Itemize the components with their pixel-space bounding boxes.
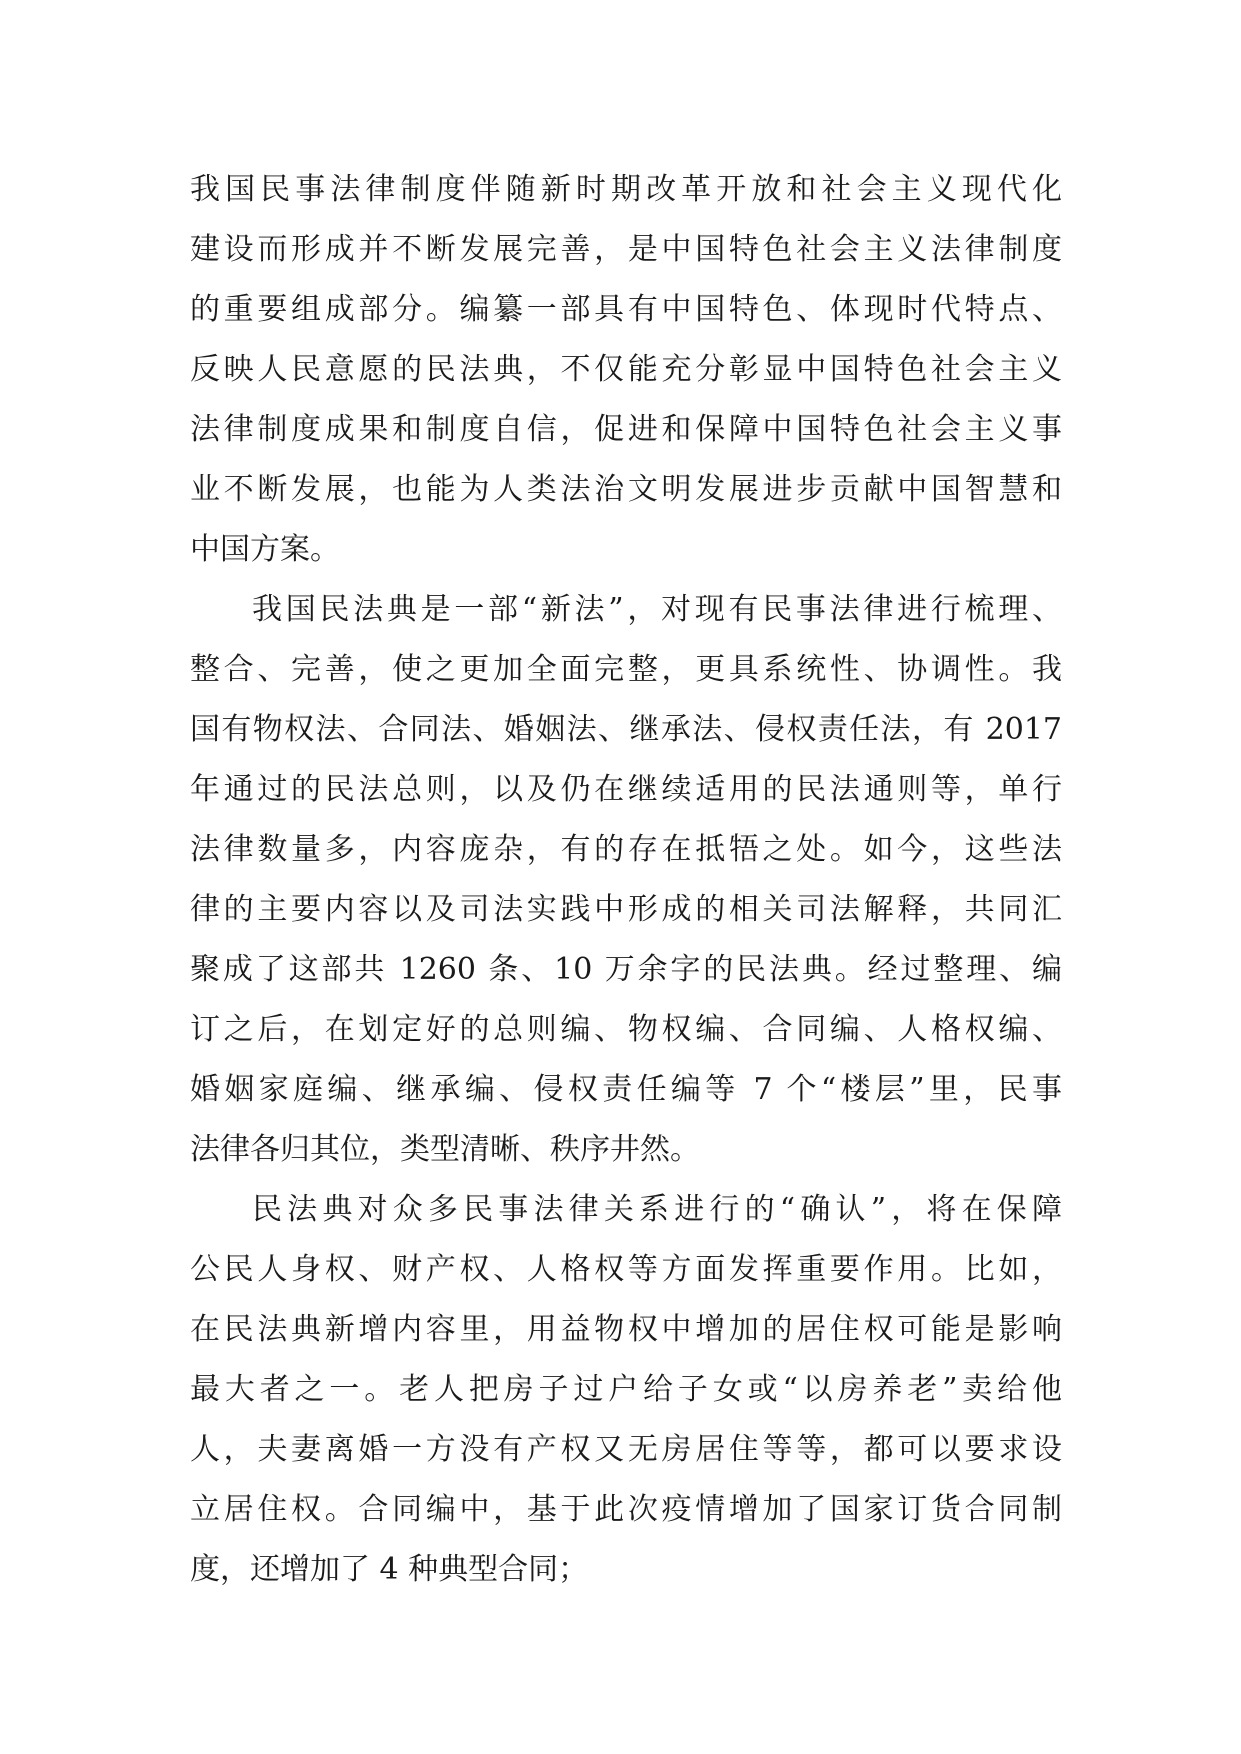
text-line: 我国民法典是一部“新法”，对现有民事法律进行梳理、 [252, 592, 1062, 627]
text-line: 度，还增加了 4 种典型合同； [190, 1552, 589, 1587]
paragraph-3 [190, 1180, 1062, 1600]
text-line: 公民人身权、财产权、人格权等方面发挥重要作用。比如， [190, 1252, 1062, 1287]
paragraph-2 [190, 580, 1062, 1180]
text-line: 聚成了这部共 1260 条、10 万余字的民法典。经过整理、编 [190, 952, 1062, 987]
text-line: 婚姻家庭编、继承编、侵权责任编等 7 个“楼层”里，民事 [190, 1072, 1062, 1107]
text-line: 建设而形成并不断发展完善，是中国特色社会主义法律制度 [190, 232, 1062, 267]
text-line: 反映人民意愿的民法典，不仅能充分彰显中国特色社会主义 [190, 352, 1062, 387]
text-line: 最大者之一。老人把房子过户给子女或“以房养老”卖给他 [190, 1372, 1062, 1407]
text-line: 法律制度成果和制度自信，促进和保障中国特色社会主义事 [190, 412, 1062, 447]
text-line: 业不断发展，也能为人类法治文明发展进步贡献中国智慧和 [190, 472, 1062, 507]
text-line: 年通过的民法总则，以及仍在继续适用的民法通则等，单行 [190, 772, 1062, 807]
text-line: 中国方案。 [190, 532, 340, 567]
text-line: 国有物权法、合同法、婚姻法、继承法、侵权责任法，有 2017 [190, 712, 1062, 747]
text-line: 整合、完善，使之更加全面完整，更具系统性、协调性。我 [190, 652, 1062, 687]
text-line: 在民法典新增内容里，用益物权中增加的居住权可能是影响 [190, 1312, 1062, 1347]
text-line: 民法典对众多民事法律关系进行的“确认”，将在保障 [252, 1192, 1062, 1227]
text-line: 法律数量多，内容庞杂，有的存在抵牾之处。如今，这些法 [190, 832, 1062, 867]
paragraph-1 [190, 160, 1062, 580]
text-line: 我国民事法律制度伴随新时期改革开放和社会主义现代化 [190, 172, 1062, 207]
text-line: 律的主要内容以及司法实践中形成的相关司法解释，共同汇 [190, 892, 1062, 927]
text-line: 订之后，在划定好的总则编、物权编、合同编、人格权编、 [190, 1012, 1062, 1047]
document-body [190, 160, 1062, 1600]
text-line: 法律各归其位，类型清晰、秩序井然。 [190, 1132, 700, 1167]
text-line: 的重要组成部分。编纂一部具有中国特色、体现时代特点、 [190, 292, 1062, 327]
text-line: 立居住权。合同编中，基于此次疫情增加了国家订货合同制 [190, 1492, 1062, 1527]
text-line: 人，夫妻离婚一方没有产权又无房居住等等，都可以要求设 [190, 1432, 1062, 1467]
